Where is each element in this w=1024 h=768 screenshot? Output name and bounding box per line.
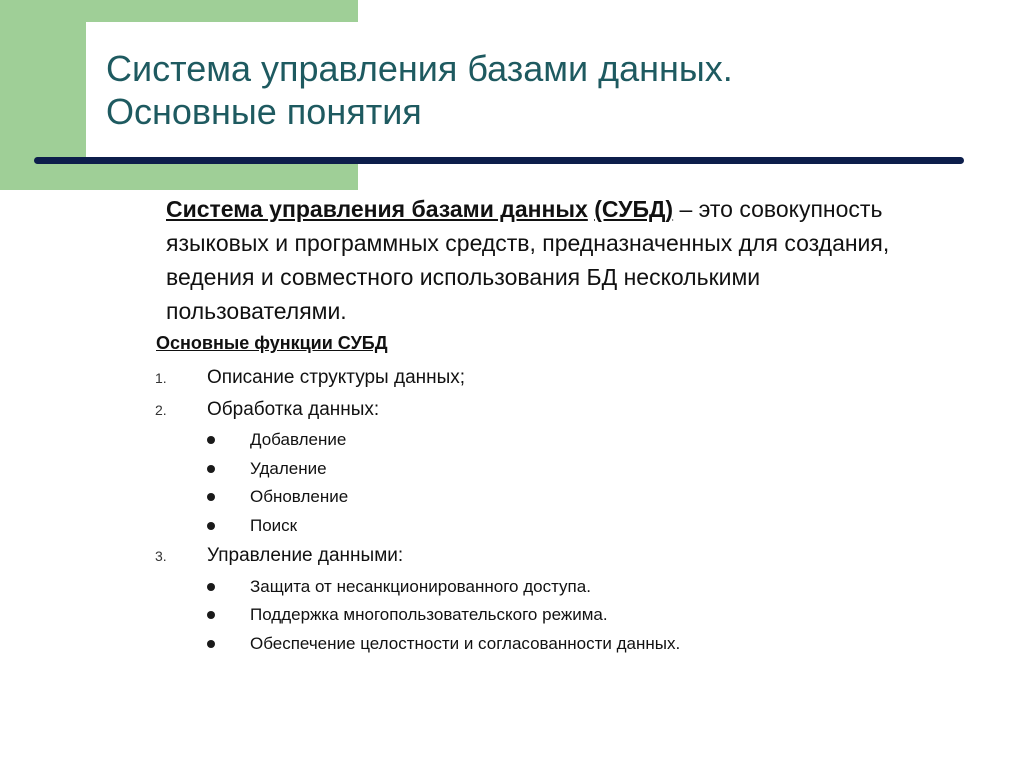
slide-title-line1: Система управления базами данных. [106,48,733,89]
list-number: 2. [155,402,167,418]
title-underline-rule [34,157,964,164]
subitem-label: Обеспечение целостности и согласованности данных. [250,634,681,653]
subitem-label: Обновление [250,487,349,506]
list-number: 1. [155,370,167,386]
subitem-label: Защита от несанкционированного доступа. [250,577,591,596]
function-label: Управление данными: [207,545,404,566]
bullet-dot-icon [207,522,215,530]
functions-heading: Основные функции СУБД [156,333,388,353]
subitem-label: Поиск [250,516,298,535]
function-label: Описание структуры данных; [207,367,466,388]
subitem-label: Поддержка многопользовательского режима. [250,605,608,624]
subitem-label: Добавление [250,430,347,449]
slide-title-line2: Основные понятия [106,91,422,132]
definition-term: Система управления базами данных [166,196,588,222]
list-number: 3. [155,548,167,564]
bullet-dot-icon [207,465,215,473]
subitem-label: Удаление [250,459,327,478]
bullet-dot-icon [207,640,215,648]
bullet-dot-icon [207,493,215,501]
bullet-dot-icon [207,611,215,619]
slide-title [106,47,733,133]
definition-paragraph [166,192,936,328]
definition-text: – это совокупность языковых и программных средств, предназначенных для создания, ведения и совместного использования БД несколькими пользователями. [166,196,890,324]
bullet-dot-icon [207,436,215,444]
definition-abbreviation: (СУБД) [594,196,674,222]
function-label: Обработка данных: [207,399,380,420]
bullet-dot-icon [207,583,215,591]
